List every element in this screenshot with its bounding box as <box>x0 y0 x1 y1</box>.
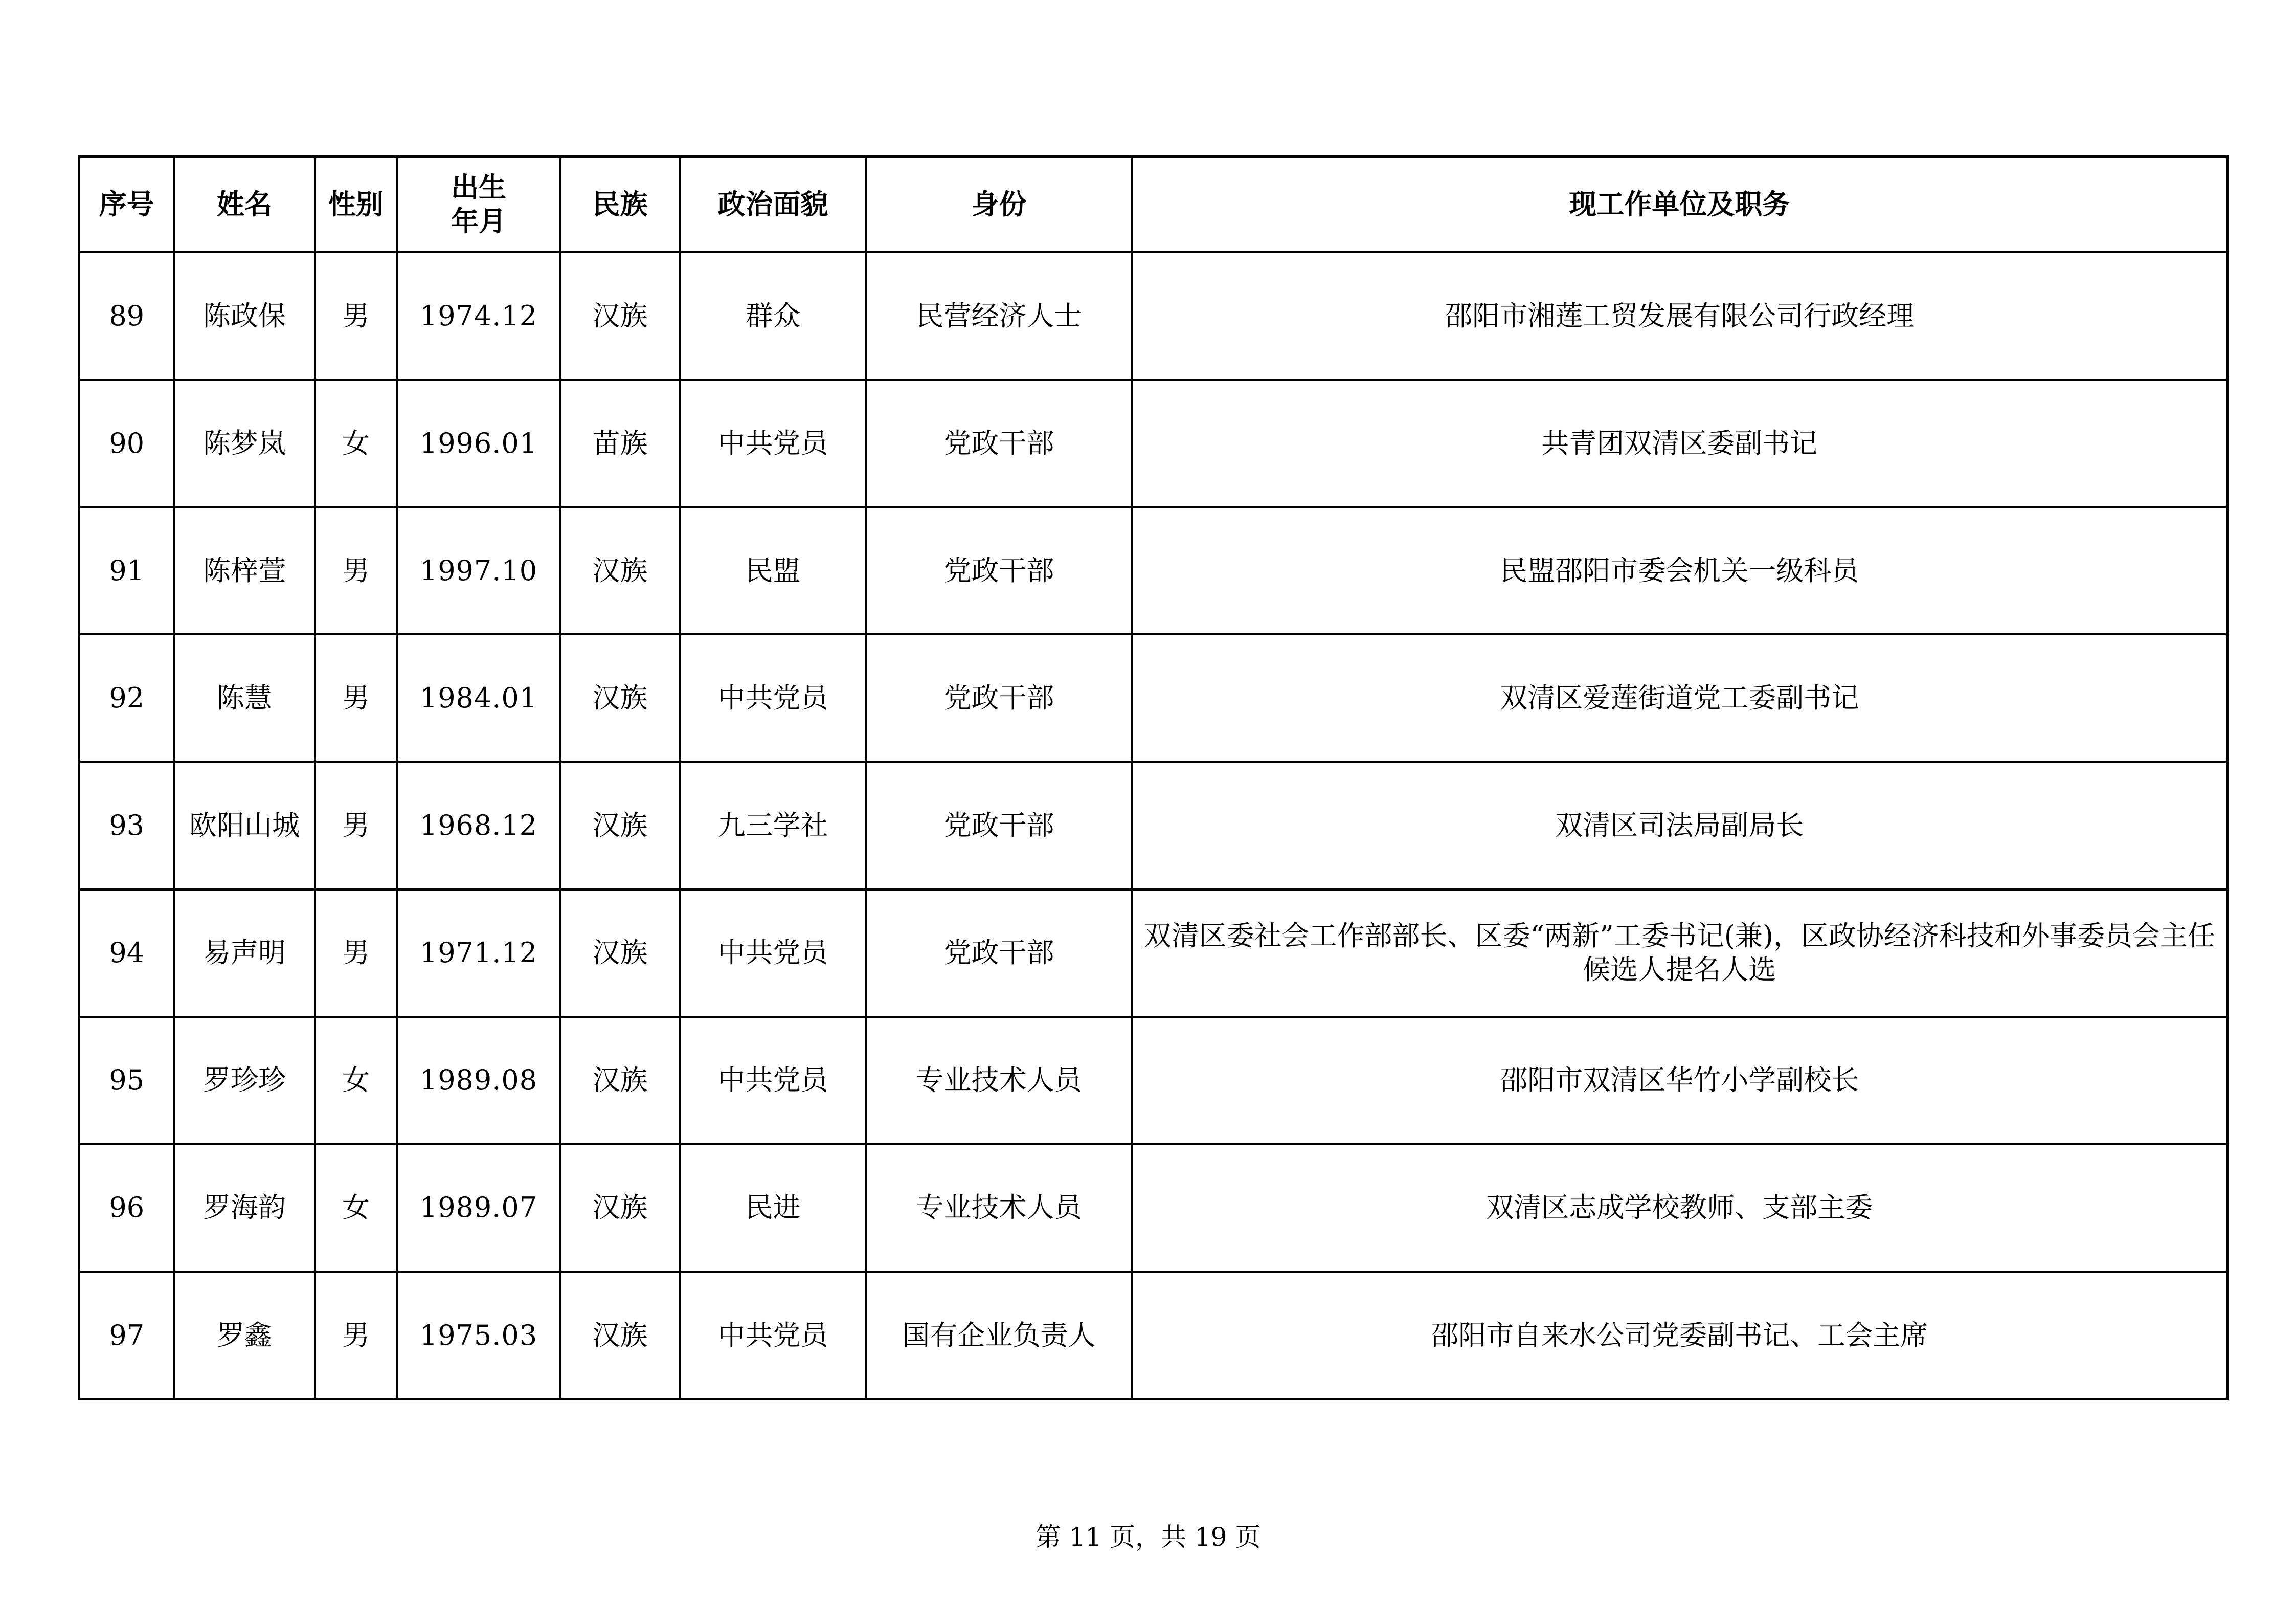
cell-identity: 民营经济人士 <box>866 252 1132 380</box>
cell-birth: 1971.12 <box>397 889 560 1017</box>
cell-political-status: 中共党员 <box>680 889 866 1017</box>
cell-workplace-position: 共青团双清区委副书记 <box>1132 380 2227 507</box>
cell-identity: 党政干部 <box>866 762 1132 889</box>
header-political-status: 政治面貌 <box>680 157 866 253</box>
cell-name: 陈梦岚 <box>174 380 315 507</box>
cell-workplace-position: 双清区志成学校教师、支部主委 <box>1132 1144 2227 1272</box>
cell-index: 92 <box>79 634 174 762</box>
header-birth-label: 出生 年月 <box>451 171 506 237</box>
cell-index: 91 <box>79 507 174 634</box>
table-row <box>79 380 2227 507</box>
cell-gender: 男 <box>315 507 397 634</box>
header-gender: 性别 <box>315 157 397 253</box>
cell-gender: 男 <box>315 889 397 1017</box>
cell-ethnicity: 汉族 <box>560 1144 680 1272</box>
cell-birth: 1989.07 <box>397 1144 560 1272</box>
cell-index: 90 <box>79 380 174 507</box>
cell-name: 陈慧 <box>174 634 315 762</box>
cell-name: 罗鑫 <box>174 1272 315 1399</box>
header-name: 姓名 <box>174 157 315 253</box>
cell-ethnicity: 汉族 <box>560 507 680 634</box>
cell-index: 95 <box>79 1017 174 1144</box>
table-row <box>79 634 2227 762</box>
header-identity: 身份 <box>866 157 1132 253</box>
cell-workplace-position: 双清区委社会工作部部长、区委“两新”工委书记(兼)，区政协经济科技和外事委员会主任候选人提名人选 <box>1132 889 2227 1017</box>
cell-gender: 女 <box>315 1144 397 1272</box>
cell-identity: 党政干部 <box>866 634 1132 762</box>
cell-birth: 1984.01 <box>397 634 560 762</box>
header-index: 序号 <box>79 157 174 253</box>
cell-ethnicity: 汉族 <box>560 1017 680 1144</box>
cell-index: 96 <box>79 1144 174 1272</box>
cell-workplace-position: 邵阳市自来水公司党委副书记、工会主席 <box>1132 1272 2227 1399</box>
cell-birth: 1997.10 <box>397 507 560 634</box>
roster-table <box>78 155 2229 1400</box>
header-row <box>79 157 2227 253</box>
cell-identity: 专业技术人员 <box>866 1144 1132 1272</box>
cell-name: 易声明 <box>174 889 315 1017</box>
cell-index: 97 <box>79 1272 174 1399</box>
cell-political-status: 群众 <box>680 252 866 380</box>
cell-political-status: 中共党员 <box>680 1017 866 1144</box>
table-row <box>79 1272 2227 1399</box>
table-row <box>79 889 2227 1017</box>
cell-workplace-position: 邵阳市双清区华竹小学副校长 <box>1132 1017 2227 1144</box>
header-workplace-position: 现工作单位及职务 <box>1132 157 2227 253</box>
cell-ethnicity: 汉族 <box>560 889 680 1017</box>
cell-political-status: 民盟 <box>680 507 866 634</box>
page-number-footer: 第 11 页，共 19 页 <box>1035 1522 1261 1552</box>
cell-index: 93 <box>79 762 174 889</box>
cell-identity: 党政干部 <box>866 889 1132 1017</box>
cell-political-status: 中共党员 <box>680 1272 866 1399</box>
cell-gender: 男 <box>315 252 397 380</box>
table-row <box>79 252 2227 380</box>
cell-workplace-position: 邵阳市湘莲工贸发展有限公司行政经理 <box>1132 252 2227 380</box>
cell-index: 94 <box>79 889 174 1017</box>
cell-ethnicity: 汉族 <box>560 1272 680 1399</box>
cell-name: 陈梓萱 <box>174 507 315 634</box>
cell-birth: 1974.12 <box>397 252 560 380</box>
cell-identity: 专业技术人员 <box>866 1017 1132 1144</box>
cell-identity: 党政干部 <box>866 380 1132 507</box>
cell-political-status: 九三学社 <box>680 762 866 889</box>
cell-workplace-position: 双清区爱莲街道党工委副书记 <box>1132 634 2227 762</box>
cell-gender: 男 <box>315 762 397 889</box>
cell-gender: 男 <box>315 634 397 762</box>
table-row <box>79 1017 2227 1144</box>
cell-gender: 女 <box>315 380 397 507</box>
cell-gender: 女 <box>315 1017 397 1144</box>
cell-workplace-position: 双清区司法局副局长 <box>1132 762 2227 889</box>
cell-political-status: 中共党员 <box>680 380 866 507</box>
header-birth <box>397 157 560 253</box>
cell-birth: 1996.01 <box>397 380 560 507</box>
cell-index: 89 <box>79 252 174 380</box>
cell-political-status: 民进 <box>680 1144 866 1272</box>
table-row <box>79 1144 2227 1272</box>
cell-identity: 党政干部 <box>866 507 1132 634</box>
cell-ethnicity: 苗族 <box>560 380 680 507</box>
cell-ethnicity: 汉族 <box>560 634 680 762</box>
cell-birth: 1968.12 <box>397 762 560 889</box>
cell-ethnicity: 汉族 <box>560 252 680 380</box>
cell-workplace-position: 民盟邵阳市委会机关一级科员 <box>1132 507 2227 634</box>
cell-name: 欧阳山城 <box>174 762 315 889</box>
cell-gender: 男 <box>315 1272 397 1399</box>
header-ethnicity: 民族 <box>560 157 680 253</box>
cell-political-status: 中共党员 <box>680 634 866 762</box>
cell-birth: 1975.03 <box>397 1272 560 1399</box>
cell-name: 罗海韵 <box>174 1144 315 1272</box>
cell-identity: 国有企业负责人 <box>866 1272 1132 1399</box>
table-row <box>79 762 2227 889</box>
cell-name: 罗珍珍 <box>174 1017 315 1144</box>
cell-ethnicity: 汉族 <box>560 762 680 889</box>
cell-birth: 1989.08 <box>397 1017 560 1144</box>
table-row <box>79 507 2227 634</box>
cell-name: 陈政保 <box>174 252 315 380</box>
